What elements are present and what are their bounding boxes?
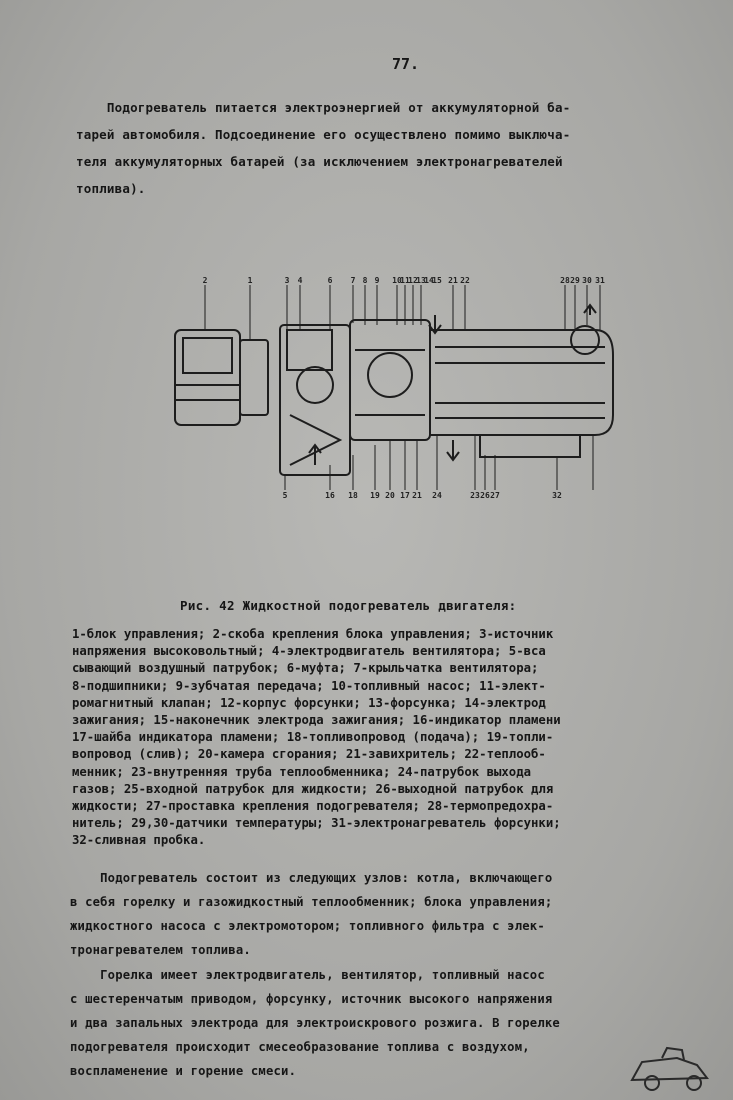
callout-label: 16 [325, 491, 335, 500]
legend-line: 1-блок управления; 2-скоба крепления блока управления; 3-источник [72, 627, 554, 641]
text-line: подогревателя происходит смесеобразование топлива с воздухом, [70, 1040, 530, 1054]
callout-label: 11 [400, 276, 410, 285]
callout-label: 24 [432, 491, 442, 500]
truck-stamp-icon [622, 1040, 722, 1095]
legend-line: 17-шайба индикатора пламени; 18-топливопровод (подача); 19-топли- [72, 730, 554, 745]
callout-label: 9 [374, 276, 380, 285]
legend-line: менник; 23-внутренняя труба теплообменника; 24-патрубок выхода [72, 764, 532, 779]
callout-label: 1 [247, 276, 253, 285]
callout-label: 12 [408, 276, 418, 285]
text-line: с шестеренчатым приводом, форсунку, источник высокого напряжения [70, 992, 553, 1006]
legend-line: сывающий воздушный патрубок; 6-муфта; 7-крыльчатка вентилятора; [72, 661, 539, 676]
callout-label: 21 [448, 276, 458, 285]
control-block-window [183, 338, 232, 373]
control-block-shape [175, 330, 240, 425]
callout-label: 22 [460, 276, 470, 285]
burner-paragraph [70, 963, 560, 1083]
heater-diagram [165, 275, 625, 500]
legend-line: напряжения высоковольтный; 4-электродвигатель вентилятора; 5-вса [72, 644, 546, 659]
figure-caption-title: Рис. 42 Жидкостной подогреватель двигателя: [180, 598, 517, 613]
bottom-callout-labels [283, 491, 562, 500]
callout-label: 20 [385, 491, 395, 500]
intro-paragraph [76, 94, 570, 202]
legend-line: жидкости; 27-проставка крепления подогревателя; 28-термопредохра- [72, 799, 554, 814]
text-line: теля аккумуляторных батарей (за исключением электронагревателей [76, 154, 563, 169]
callout-label: 13 [416, 276, 426, 285]
legend-line: 8-подшипники; 9-зубчатая передача; 10-топливный насос; 11-элект- [72, 678, 546, 693]
callout-label: 29 [570, 276, 580, 285]
callout-label: 8 [362, 276, 368, 285]
text-line: тарей автомобиля. Подсоединение его осуществлено помимо выключа- [76, 127, 571, 142]
text-line: Подогреватель питается электроэнергией от аккумуляторной ба- [76, 100, 571, 115]
callout-label: 18 [348, 491, 358, 500]
legend-line: 32-сливная пробка. [72, 833, 206, 848]
page-number: 77. [392, 55, 420, 73]
fan-shape [297, 367, 333, 403]
text-line: Подогреватель состоит из следующих узлов: котла, включающего [70, 871, 553, 885]
callout-label: 23 [470, 491, 480, 500]
fan-motor-shape [287, 330, 332, 370]
combustion-chamber-shape [350, 320, 430, 440]
callout-label: 30 [582, 276, 592, 285]
callout-label: 10 [392, 276, 402, 285]
text-line: в себя горелку и газожидкостный теплообменник; блока управления; [70, 895, 553, 909]
heat-exchanger-shape [430, 330, 613, 435]
text-line: тронагревателем топлива. [70, 943, 251, 957]
legend-line: вопровод (слив); 20-камера сгорания; 21-завихритель; 22-теплооб- [72, 747, 546, 762]
figure-caption-legend [72, 626, 561, 850]
callout-label: 7 [350, 276, 356, 285]
legend-line: нитель; 29,30-датчики температуры; 31-электронагреватель форсунки; [72, 816, 561, 831]
bracket-shape [240, 340, 268, 415]
callout-label: 4 [297, 276, 303, 285]
callout-label: 2 [202, 276, 208, 285]
callout-label: 6 [327, 276, 333, 285]
callout-label: 14 [424, 276, 434, 285]
legend-line: газов; 25-входной патрубок для жидкости; 26-выходной патрубок для [72, 781, 554, 796]
exhaust-pipe-shape [480, 435, 580, 457]
callout-label: 19 [370, 491, 380, 500]
text-line: жидкостного насоса с электромотором; топливного фильтра с элек- [70, 919, 545, 933]
callout-label: 31 [595, 276, 605, 285]
text-line: топлива). [76, 181, 146, 196]
callout-label: 17 [400, 491, 410, 500]
callout-label: 15 [432, 276, 442, 285]
callout-label: 26 [480, 491, 490, 500]
callout-label: 3 [284, 276, 290, 285]
legend-line: зажигания; 15-наконечник электрода зажигания; 16-индикатор пламени [72, 713, 561, 728]
callout-label: 32 [552, 491, 562, 500]
swirler-shape [368, 353, 412, 397]
callout-label: 21 [412, 491, 422, 500]
legend-line: ромагнитный клапан; 12-корпус форсунки; 13-форсунка; 14-электрод [72, 695, 546, 710]
heater-diagram-drawing [165, 275, 625, 500]
top-callout-labels [203, 276, 605, 285]
text-line: и два запальных электрода для электроискрового розжига. В горелке [70, 1016, 560, 1030]
callout-label: 5 [282, 491, 288, 500]
text-line: Горелка имеет электродвигатель, вентилятор, топливный насос [70, 968, 545, 982]
callout-label: 28 [560, 276, 570, 285]
text-line: воспламенение и горение смеси. [70, 1064, 297, 1078]
callout-label: 27 [490, 491, 500, 500]
components-paragraph [70, 866, 552, 962]
